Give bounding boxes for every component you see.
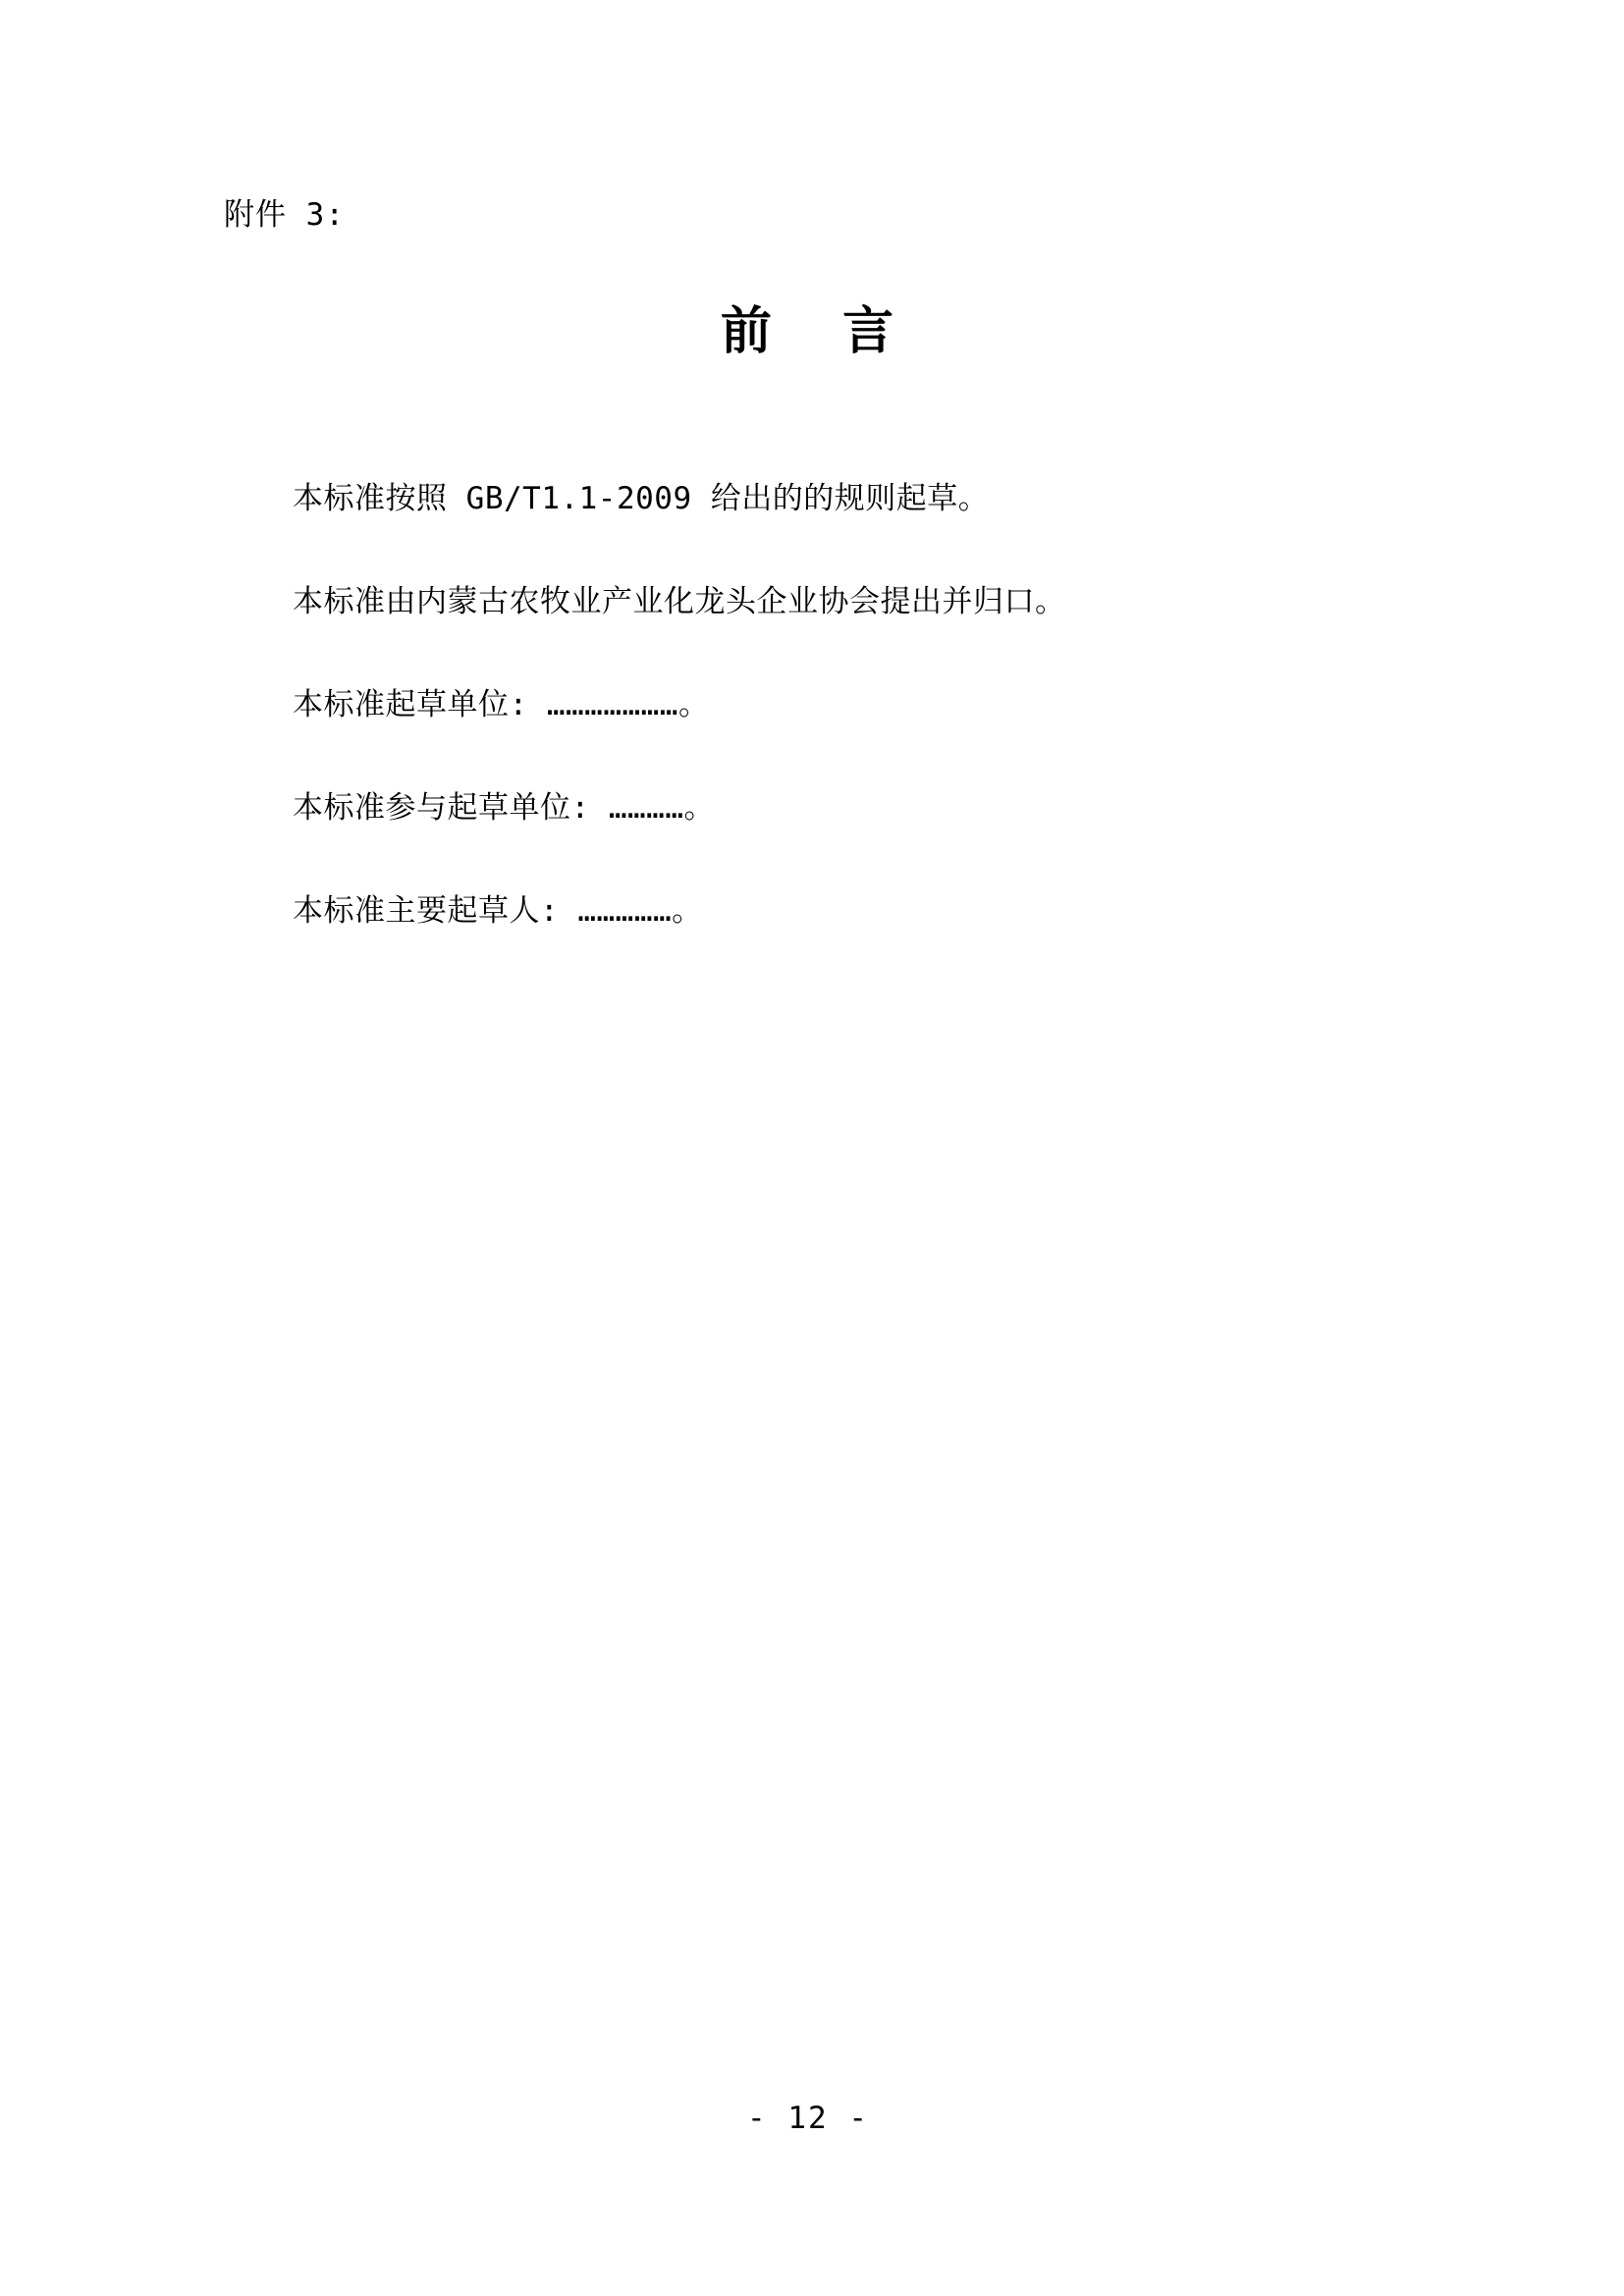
paragraph-standard-basis: 本标准按照 GB/T1.1-2009 给出的的规则起草。 xyxy=(293,481,990,516)
page-title xyxy=(224,290,1392,363)
page-title-second-char: 言 xyxy=(842,301,896,361)
page-number: - 12 - xyxy=(747,2101,869,2136)
page-title-first-char: 前 xyxy=(720,301,774,361)
paragraph-proposing-org: 本标准由内蒙古农牧业产业化龙头企业协会提出并归口。 xyxy=(293,584,1066,619)
paragraph-drafting-unit: 本标准起草单位: …………………。 xyxy=(293,687,710,722)
attachment-label: 附件 3: xyxy=(224,197,345,233)
page-content xyxy=(224,0,1392,2296)
paragraph-main-drafters: 本标准主要起草人: ……………。 xyxy=(293,893,703,929)
paragraph-participating-units: 本标准参与起草单位: …………。 xyxy=(293,790,715,826)
foreword-body xyxy=(224,432,1392,978)
